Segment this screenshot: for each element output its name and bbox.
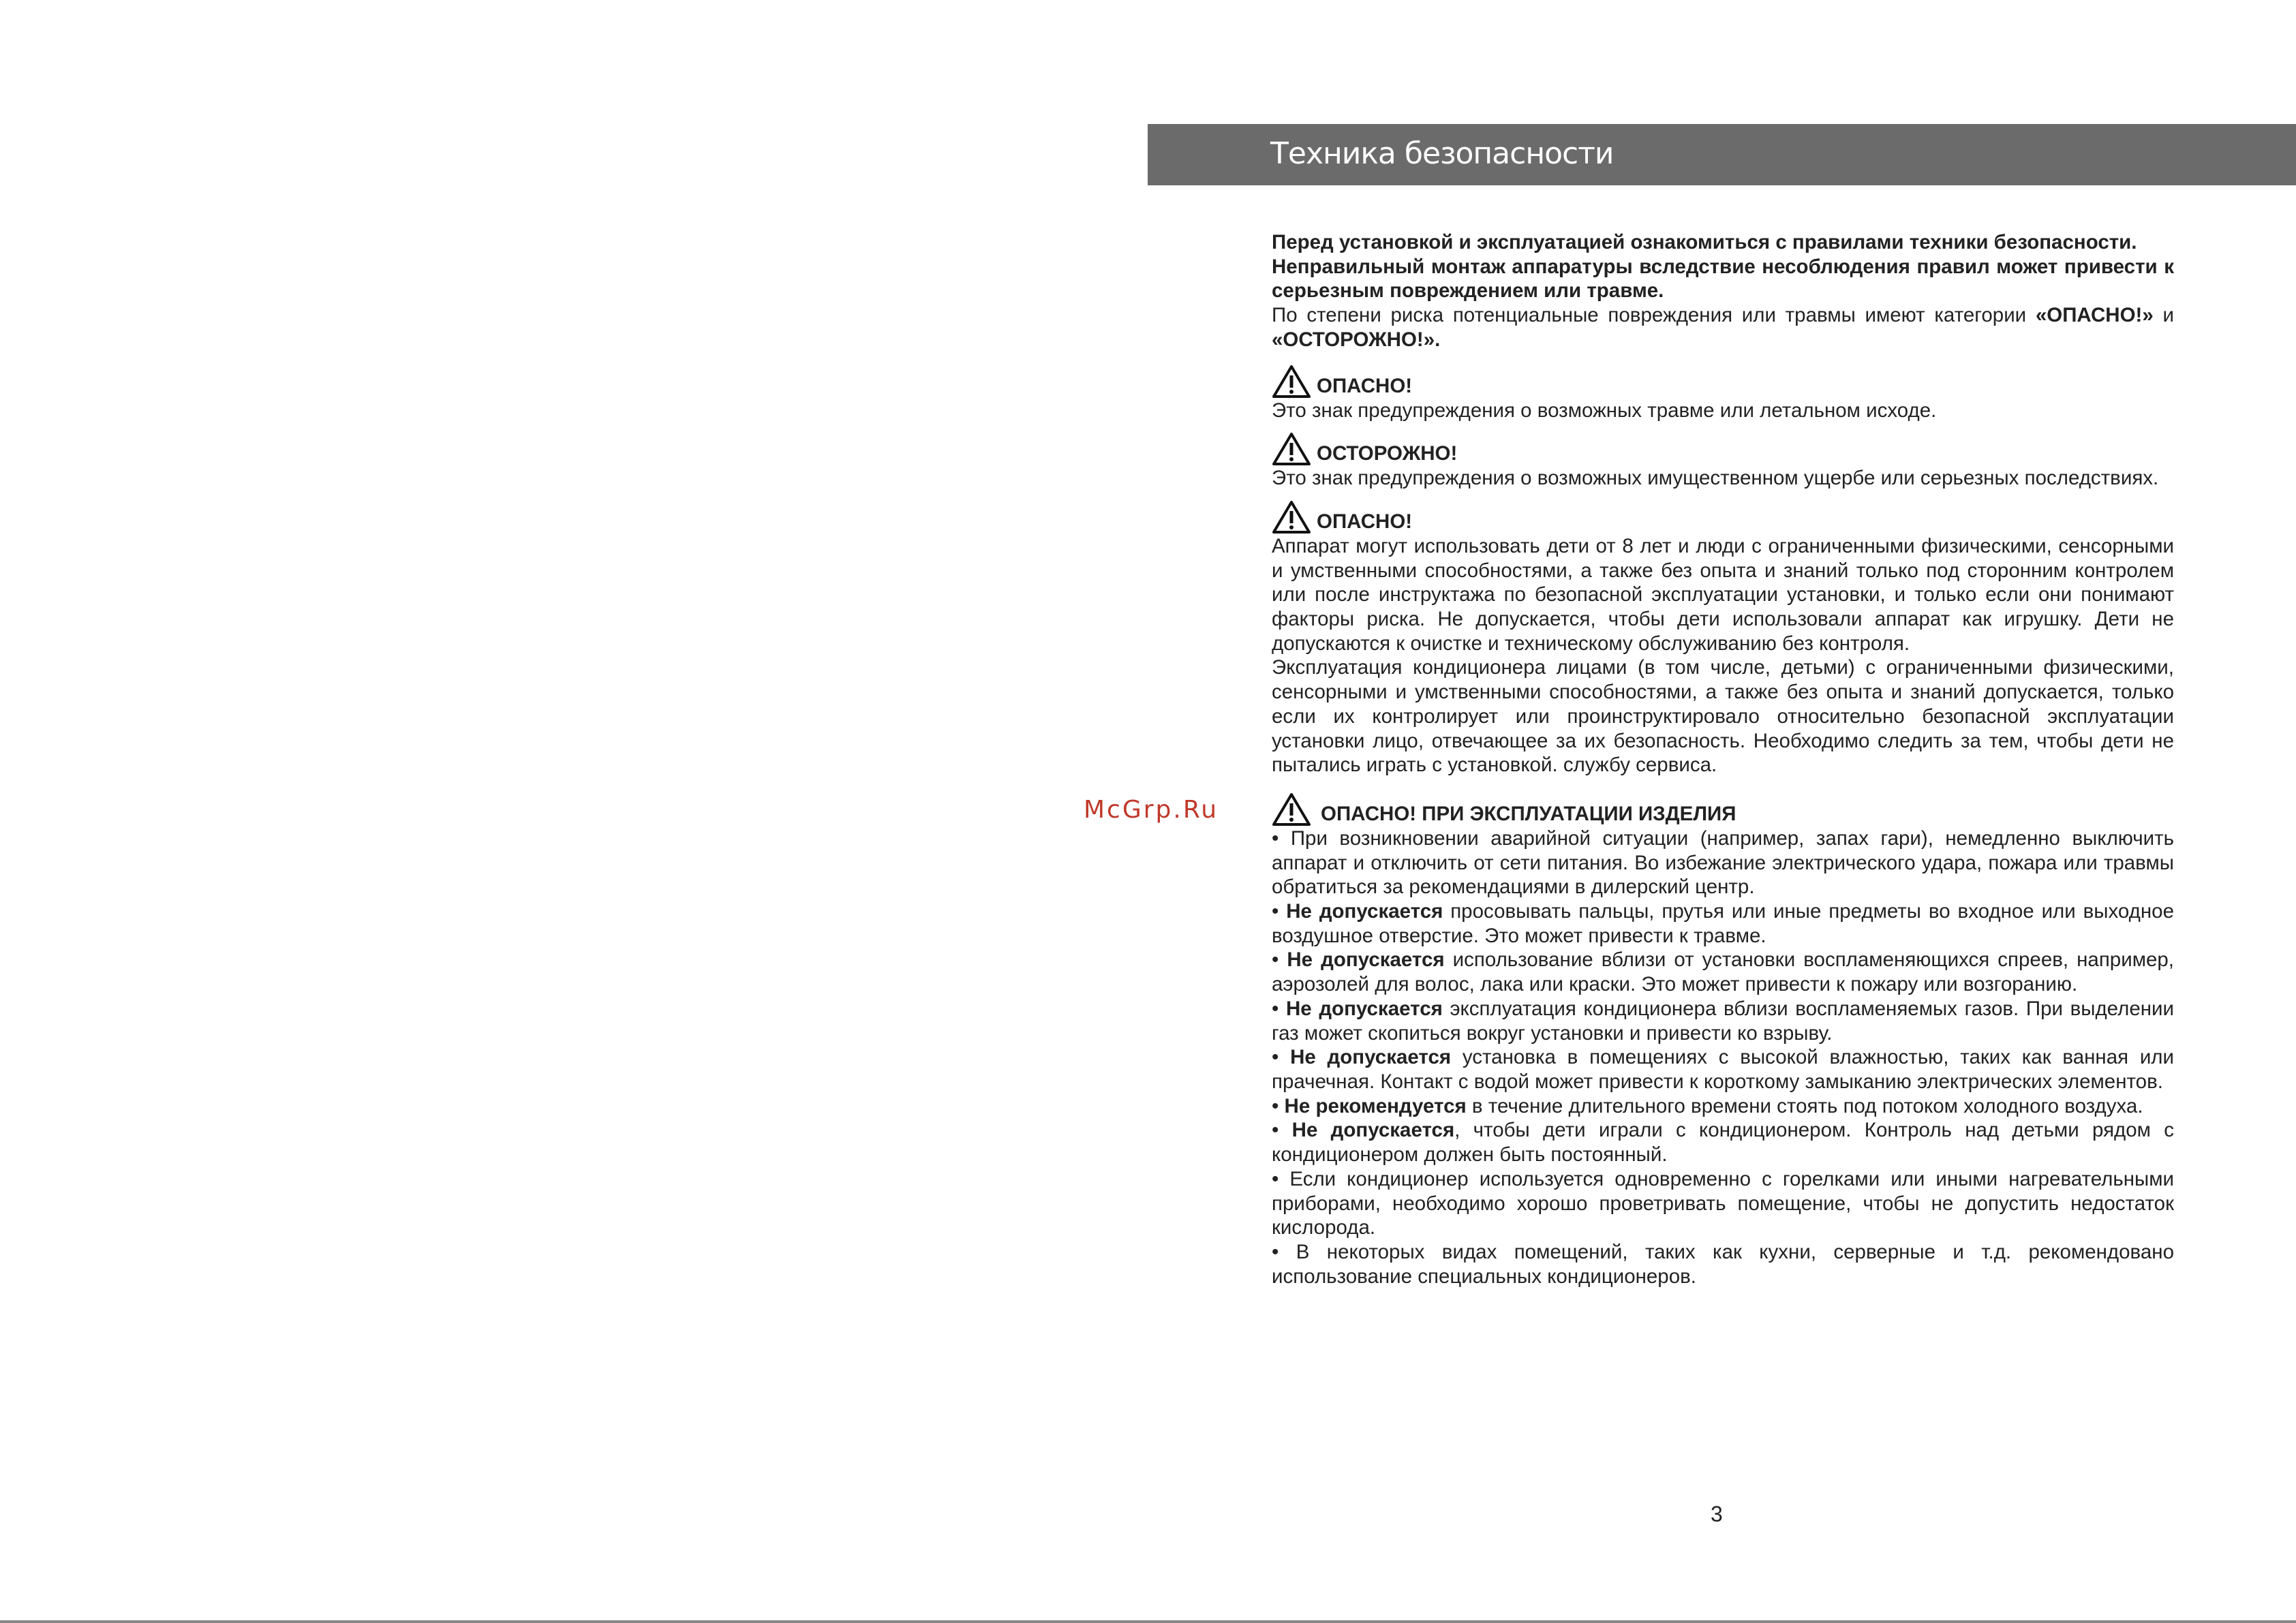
bullet-bold: Не допускается <box>1290 1046 1452 1069</box>
bullet-mark: • <box>1272 948 1287 972</box>
warning-triangle-icon <box>1272 500 1311 534</box>
bullet-text: , чтобы дети играли с кондиционером. Контроль над детьми рядом с кондиционером должен быть постоянный. <box>1272 1119 2175 1166</box>
watermark-text: McGrp.Ru <box>1084 796 1219 824</box>
warning-heading <box>1272 500 2174 534</box>
warning-section-caution <box>1272 432 2174 491</box>
bullet-bold: Не допускается <box>1286 900 1443 923</box>
warning-section-operation <box>1272 792 2174 1288</box>
bullet-item: • Если кондиционер используется одновременно с горелками или иными нагревательными приборами, необходимо хорошо проветривать помещение, чтобы не допустить недостаток кислорода. <box>1272 1167 2174 1239</box>
bottom-divider <box>0 1620 2296 1623</box>
warning-triangle-icon <box>1272 792 1311 826</box>
warning-heading-text: ОПАСНО! <box>1317 510 1413 533</box>
warning-heading-text: ОСТОРОЖНО! <box>1317 442 1458 465</box>
bullet-text: просовывать пальцы, прутья или иные предметы во входное или выходное воздушное отверстие. Это может привести к травме. <box>1272 900 2174 947</box>
bullet-mark: • <box>1272 1119 1292 1142</box>
warning-section-danger <box>1272 365 2174 423</box>
warning-section-children <box>1272 500 2174 777</box>
safety-content <box>1272 230 2174 1288</box>
bullet-text: использование вблизи от установки воспламеняющихся спреев, например, аэрозолей для волос, лака или краски. Это может привести к пожару или возгоранию. <box>1272 948 2174 996</box>
bullet-item <box>1272 1045 2174 1094</box>
warning-text-2: Эксплуатация кондиционера лицами (в том числе, детьми) с ограниченными физическими, сенсорными и умственными способностями, а также без опыта и знаний допускается, только если их контролирует или проинструктировало относительно безопасной эксплуатации установки лицо, отвечающее за их безопасность. Необходимо следить за тем, чтобы дети не пытались играть с установкой. службу сервиса. <box>1272 656 2174 777</box>
bullet-mark: • <box>1272 997 1286 1020</box>
warning-heading-text: ОПАСНО! ПРИ ЭКСПЛУАТАЦИИ ИЗДЕЛИЯ <box>1321 802 1736 825</box>
bullet-item <box>1272 997 2174 1045</box>
bullet-text: эксплуатация кондиционера вблизи воспламеняемых газов. При выделении газ может скопиться вокруг установки и привести ко взрыву. <box>1272 997 2174 1045</box>
bullet-bold: Не допускается <box>1285 997 1443 1020</box>
page-title: Техника безопасности <box>1270 136 1614 171</box>
bullet-item <box>1272 948 2174 996</box>
warning-text: Аппарат могут использовать дети от 8 лет и люди с ограниченными физическими, сенсорными и умственными способностями, а также без опыта и знаний только под сторонним контролем или после инструктажа по безопасной эксплуатации установки, и только если они понимают факторы риска. Не допускается, чтобы дети использовали аппарат как игрушку. Дети не допускаются к очистке и техническому обслуживанию без контроля. <box>1272 534 2174 655</box>
bullet-item <box>1272 1118 2174 1166</box>
warning-triangle-icon <box>1272 432 1311 466</box>
warning-heading <box>1272 432 2174 466</box>
warning-triangle-icon <box>1272 365 1311 399</box>
intro-paragraph-3 <box>1272 303 2174 352</box>
intro-paragraph-2: Неправильный монтаж аппаратуры вследствие несоблюдения правил может привести к серьезным повреждением или травме. <box>1272 255 2174 303</box>
intro-risk-text: По степени риска потенциальные повреждения или травмы имеют категории <box>1272 304 2036 327</box>
warning-text: Это знак предупреждения о возможных имущественном ущербе или серьезных последствиях. <box>1272 467 2159 490</box>
warning-heading <box>1272 365 2174 399</box>
bullet-mark: • <box>1272 900 1287 923</box>
intro-paragraph-1: Перед установкой и эксплуатацией ознакомиться с правилами техники безопасности. <box>1272 231 2137 253</box>
page-number: 3 <box>1711 1502 1723 1526</box>
category-danger: «ОПАСНО!» <box>2035 304 2154 327</box>
bullet-mark: • <box>1272 1046 1291 1069</box>
section-header-bar <box>1148 124 2296 185</box>
warning-heading-text: ОПАСНО! <box>1317 374 1413 397</box>
bullet-text: в течение длительного времени стоять под потоком холодного воздуха. <box>1466 1094 2143 1117</box>
warning-text: Это знак предупреждения о возможных травме или летальном исходе. <box>1272 399 1937 422</box>
bullet-item: • При возникновении аварийной ситуации (например, запах гари), немедленно выключить аппарат и отключить от сети питания. Во избежание электрического удара, пожара или травмы обратиться за рекомендациями в дилерский центр. <box>1272 826 2174 899</box>
intro-and: и <box>2153 304 2174 327</box>
bullet-text: установка в помещениях с высокой влажностью, таких как ванная или прачечная. Контакт с водой может привести к короткому замыканию электрических элементов. <box>1272 1046 2174 1093</box>
bullet-bold: Не допускается <box>1287 948 1445 972</box>
bullet-item <box>1272 1094 2174 1119</box>
bullet-bold: Не допускается <box>1291 1119 1455 1142</box>
warning-heading <box>1272 792 2174 826</box>
bullet-mark: • <box>1272 1094 1285 1117</box>
bullet-bold: Не рекомендуется <box>1284 1094 1467 1117</box>
bullet-item <box>1272 899 2174 948</box>
bullet-item: • В некоторых видах помещений, таких как кухни, серверные и т.д. рекомендовано использование специальных кондиционеров. <box>1272 1240 2174 1288</box>
category-caution: «ОСТОРОЖНО!». <box>1272 328 1441 351</box>
